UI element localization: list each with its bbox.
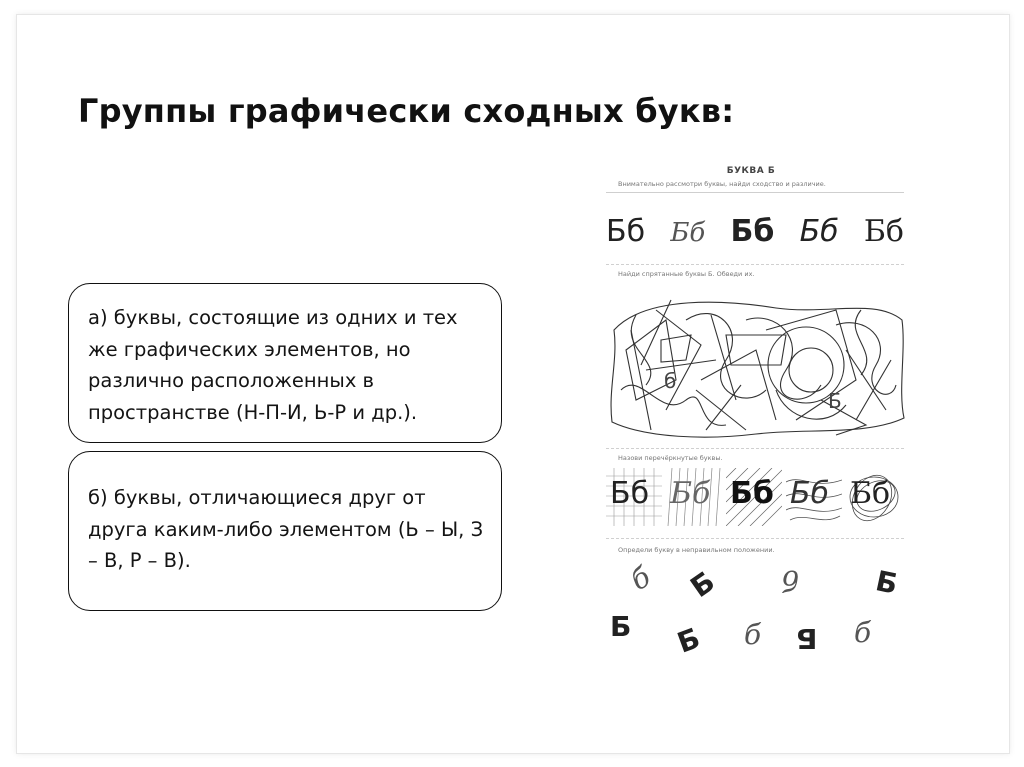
rotated-letter: б <box>624 559 657 598</box>
letter-variant: Бб <box>606 214 646 249</box>
rotated-letter: б <box>782 564 800 597</box>
worksheet-rule <box>606 538 904 539</box>
worksheet-rule <box>606 448 904 449</box>
letter-variant: Бб <box>799 214 839 249</box>
worksheet-instruction-3: Назови перечёркнутые буквы. <box>618 454 723 462</box>
hidden-letter: Б <box>828 389 842 413</box>
letter-variant: Бб <box>670 218 706 248</box>
rotated-letter: Б <box>673 621 705 660</box>
textured-letter: Бб <box>790 476 830 511</box>
letter-variant: Бб <box>730 214 775 249</box>
hidden-letter: б <box>664 369 677 393</box>
text-box-a <box>68 283 502 443</box>
rotated-letter: Б <box>796 622 818 655</box>
rotated-letter: Б <box>684 564 721 605</box>
hidden-letters-tangle <box>606 290 906 440</box>
slide-title: Группы графически сходных букв: <box>78 92 735 130</box>
text-box-b-content: б) буквы, отличающиеся друг от друга каким-либо элементом (Ь – Ы, З – В, Р – В). <box>88 486 484 572</box>
text-box-a-content: а) буквы, состоящие из одних и тех же графических элементов, но различно расположенных в пространстве (Н-П-И, Ь-Р и др.). <box>88 306 458 424</box>
rotated-letter: б <box>744 618 762 651</box>
textured-letters-row <box>606 468 904 526</box>
textured-letter: Бб <box>670 476 711 511</box>
worksheet-image <box>592 166 910 666</box>
textured-letter-cell <box>666 468 722 526</box>
rotated-letter: Б <box>610 610 632 643</box>
worksheet-instruction-4: Определи букву в неправильном положении. <box>618 546 775 554</box>
textured-letter: Бб <box>850 476 891 511</box>
text-box-b <box>68 451 502 611</box>
worksheet-header: БУКВА Б <box>726 166 776 176</box>
textured-letter-cell <box>846 468 902 526</box>
worksheet-instruction-1: Внимательно рассмотри буквы, найди сходство и различие. <box>618 180 826 188</box>
rotated-letter: Б <box>872 564 901 601</box>
letter-variants-row <box>606 212 904 253</box>
textured-letter-cell <box>606 468 662 526</box>
worksheet-instruction-2: Найди спрятанные буквы Б. Обведи их. <box>618 270 755 278</box>
textured-letter: Бб <box>610 476 650 511</box>
textured-letter-cell <box>786 468 842 526</box>
worksheet-rule <box>606 192 904 193</box>
letter-variant: Бб <box>863 214 904 249</box>
textured-letter-cell <box>726 468 782 526</box>
textured-letter: Бб <box>730 476 774 511</box>
worksheet-rule <box>606 264 904 265</box>
rotated-letter: б <box>854 616 872 649</box>
